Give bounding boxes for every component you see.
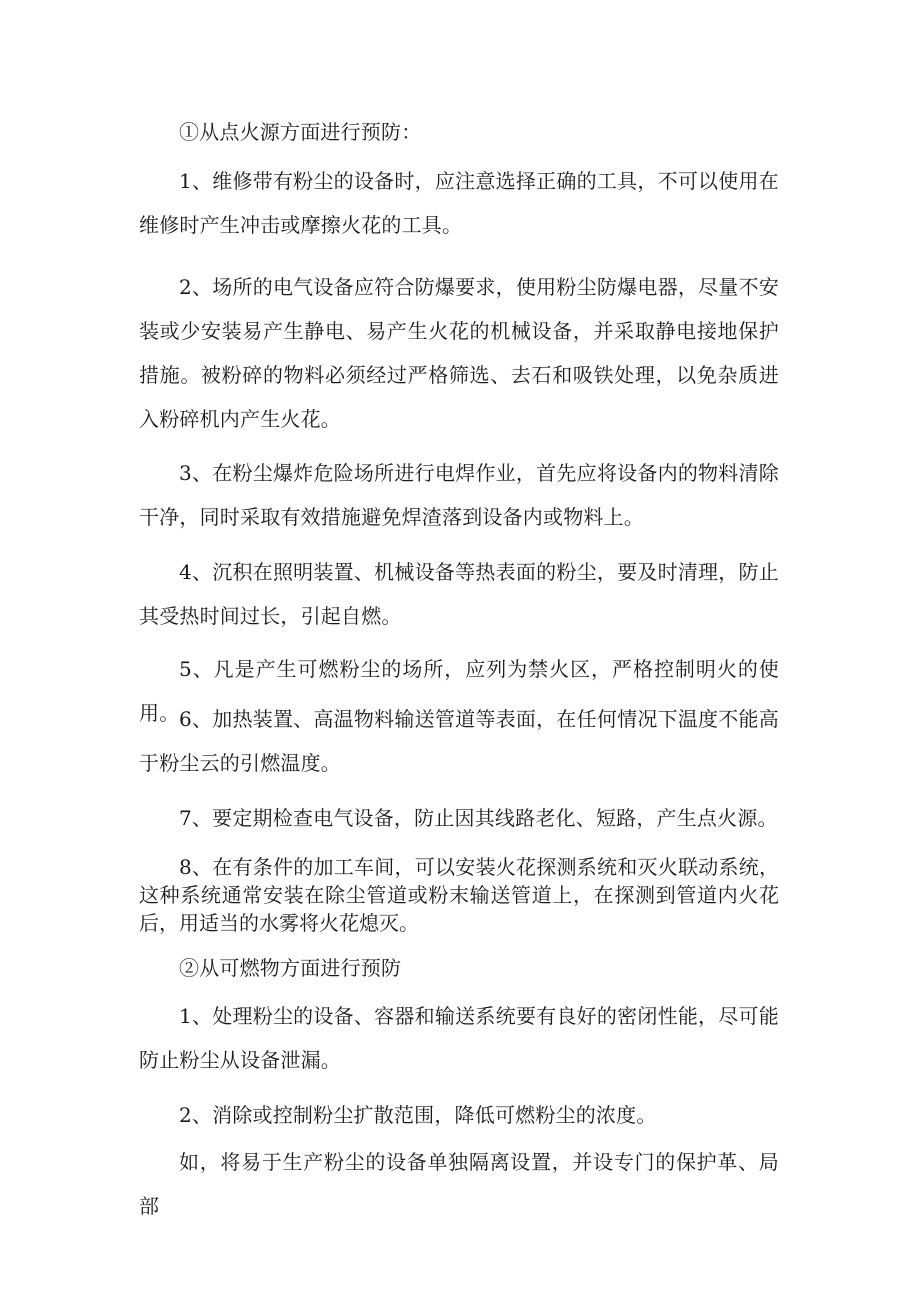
- section-heading-ignition: ①从点火源方面进行预防：: [179, 120, 422, 144]
- paragraph-ignition-5: 5、凡是产生可燃粉尘的场所，应列为禁火区，严格控制明火的使用。: [139, 657, 779, 725]
- paragraph-ignition-4: 4、沉积在照明装置、机械设备等热表面的粉尘，要及时清理，防止其受热时间过长，引起自燃。: [139, 560, 779, 628]
- paragraph-combustibles-1: 1、处理粉尘的设备、容器和输送系统要有良好的密闭性能，尽可能防止粉尘从设备泄漏。: [139, 1004, 779, 1072]
- paragraph-ignition-8: 8、在有条件的加工车间，可以安装火花探测系统和灭火联动系统，这种系统通常安装在除尘管道或粉末输送管道上，在探测到管道内火花后，用适当的水雾将火花熄灭。: [139, 855, 779, 935]
- paragraph-ignition-1: 1、维修带有粉尘的设备时，应注意选择正确的工具，不可以使用在维修时产生冲击或摩擦火花的工具。: [139, 169, 779, 237]
- paragraph-ignition-6: 6、加热装置、高温物料输送管道等表面，在任何情况下温度不能高于粉尘云的引燃温度。: [139, 707, 779, 775]
- paragraph-ignition-3: 3、在粉尘爆炸危险场所进行电焊作业，首先应将设备内的物料清除干净，同时采取有效措施避免焊渣落到设备内或物料上。: [139, 461, 779, 529]
- section-heading-combustibles: ②从可燃物方面进行预防: [179, 956, 402, 980]
- paragraph-ignition-2: 2、场所的电气设备应符合防爆要求，使用粉尘防爆电器，尽量不安装或少安装易产生静电、易产生火花的机械设备，并采取静电接地保护措施。被粉碎的物料必须经过严格筛选、去石和吸铁处理，以免杂质进入粉碎机内产生火花。: [139, 275, 779, 431]
- paragraph-combustibles-example: 如，将易于生产粉尘的设备单独隔离设置，并设专门的保护革、局部: [139, 1150, 779, 1218]
- paragraph-ignition-7: 7、要定期检查电气设备，防止因其线路老化、短路，产生点火源。: [179, 806, 778, 830]
- paragraph-combustibles-2: 2、消除或控制粉尘扩散范围，降低可燃粉尘的浓度。: [179, 1103, 657, 1127]
